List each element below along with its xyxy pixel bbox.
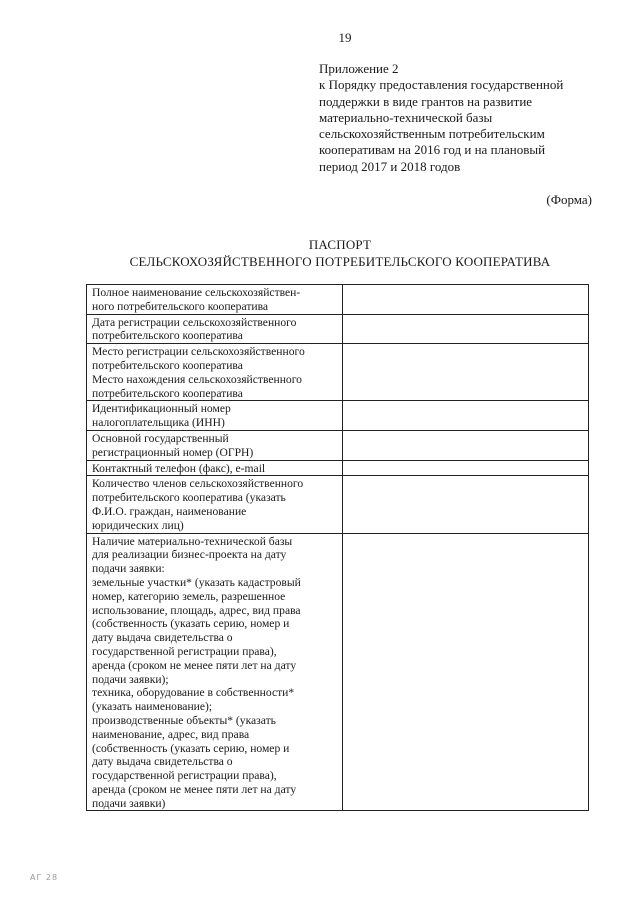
field-value-cell[interactable] [343,476,589,533]
field-label-line: налогоплательщика (ИНН) [92,416,225,430]
footer-mark: АГ 28 [30,873,59,882]
field-label-line: регистрационный номер (ОГРН) [92,445,254,459]
appendix-line: к Порядку предоставления государственной [319,77,564,93]
field-value-cell[interactable] [343,344,589,401]
field-label-line: дату выдача свидетельства о [92,631,233,645]
field-label-cell [87,430,343,460]
field-label-line: наименование, адрес, вид права [92,727,250,741]
appendix-line: период 2017 и 2018 годов [319,158,461,174]
field-label-line: Количество членов сельскохозяйственного [92,477,304,491]
table-row [87,314,589,344]
table-row [87,401,589,431]
title-line-passport: ПАСПОРТ [308,237,372,252]
field-label-line: для реализации бизнес-проекта на дату [92,548,287,562]
appendix-line: кооперативам на 2016 год и на плановый [319,142,546,158]
table-row [87,430,589,460]
field-label-line: аренда (сроком не менее пяти лет на дату [92,658,297,672]
passport-table-body [87,285,589,811]
appendix-line: поддержки в виде грантов на развитие [319,93,533,109]
appendix-line: сельскохозяйственным потребительским [319,126,545,142]
field-label-line: государственной регистрации права), [92,769,277,783]
field-label-line: потребительского кооператива [92,386,243,400]
field-label-line: Место нахождения сельскохозяйственного [92,372,302,386]
appendix-heading [319,61,599,175]
field-label-line: аренда (сроком не менее пяти лет на дату [92,782,297,796]
field-label-cell [87,476,343,533]
field-label-line: подачи заявки: [92,562,165,576]
field-label-line: дату выдача свидетельства о [92,755,233,769]
title-line-cooperative: СЕЛЬСКОХОЗЯЙСТВЕННОГО ПОТРЕБИТЕЛЬСКОГО КООПЕРАТИВА [129,254,551,269]
field-label-line: потребительского кооператива [92,329,243,343]
field-label-line: (собственность (указать серию, номер и [92,741,290,755]
field-label-line: земельные участки* (указать кадастровый [92,575,301,589]
field-label-line: Ф.И.О. граждан, наименование [92,504,247,518]
field-label-line: (указать наименование); [92,700,213,714]
document-title [60,236,620,270]
table-row [87,476,589,533]
field-label-cell [87,285,343,315]
form-label: (Форма) [546,192,592,207]
field-label-line: Полное наименование сельскохозяйствен- [92,286,301,299]
field-label-line: государственной регистрации права), [92,644,277,658]
field-label-cell [87,401,343,431]
table-row [87,344,589,401]
field-label-line: подачи заявки); [92,672,169,686]
field-value-cell[interactable] [343,430,589,460]
field-label-line: потребительского кооператива [92,358,243,372]
table-row [87,285,589,315]
field-value-cell[interactable] [343,285,589,315]
table-row [87,460,589,476]
field-value-cell[interactable] [343,401,589,431]
field-label-line: номер, категорию земель, разрешенное [92,589,286,603]
field-label-cell [87,460,343,476]
field-label-line: ного потребительского кооператива [92,299,269,313]
field-value-cell[interactable] [343,533,589,811]
field-label-line: Наличие материально-технической базы [92,534,293,548]
field-label-line: производственные объекты* (указать [92,713,276,727]
field-label-line: юридических лиц) [92,518,184,532]
field-value-cell[interactable] [343,460,589,476]
field-label-line: Место регистрации сельскохозяйственного [92,345,305,359]
table-row [87,533,589,811]
field-label-line: подачи заявки) [92,796,166,810]
field-label-line: Контактный телефон (факс), e-mail [92,461,266,475]
field-label-cell [87,344,343,401]
passport-table [86,284,589,811]
field-label-line: (собственность (указать серию, номер и [92,617,290,631]
field-label-line: Идентификационный номер [92,402,231,416]
field-label-line: использование, площадь, адрес, вид права [92,603,301,617]
field-label-line: техника, оборудование в собственности* [92,686,295,700]
field-value-cell[interactable] [343,314,589,344]
field-label-cell [87,533,343,811]
field-label-line: потребительского кооператива (указать [92,491,286,505]
page-number: 19 [338,30,352,45]
field-label-cell [87,314,343,344]
field-label-line: Дата регистрации сельскохозяйственного [92,315,297,329]
field-label-line: Основной государственный [92,431,229,445]
appendix-line: Приложение 2 [319,61,399,76]
appendix-line: материально-технической базы [319,109,493,125]
